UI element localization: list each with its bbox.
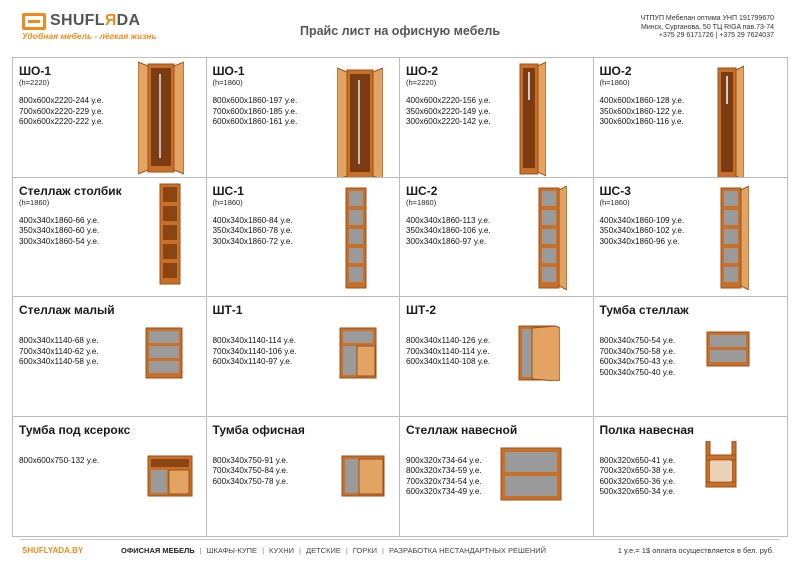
wall-shelf-icon [500, 447, 562, 506]
size-price-list [600, 216, 782, 248]
product-name: ШС-1 [212, 183, 244, 198]
page-header [0, 0, 800, 50]
size-price-line: 400х340х1860-84 у.е. [212, 215, 293, 225]
size-price-list [600, 336, 782, 378]
contact-phones: +375 29 6171726 | +375 29 7624037 [658, 32, 774, 39]
size-price-line: 350х600х2220-149 у.е. [406, 106, 491, 116]
product-card [207, 178, 401, 298]
product-card [594, 417, 788, 537]
size-price-line: 400х600х2220-156 у.е. [406, 96, 491, 105]
product-card [13, 58, 207, 178]
product-height: (h=2220) [19, 78, 50, 87]
nav-item-kitchens[interactable]: КУХНИ [269, 546, 295, 555]
brand-slogan: Удобная мебель - лёгкая жизнь [22, 31, 157, 41]
nav-separator: | [299, 546, 301, 555]
product-card [594, 58, 788, 178]
bookcase-glass-door-icon [537, 186, 567, 295]
product-name: ШС-3 [599, 183, 631, 198]
brand-name: SHUFLЯDA [50, 12, 141, 29]
size-price-line: 700х600х2220-229 у.е. [19, 106, 104, 116]
size-price-line: 700х340х1140-62 у.е. [19, 346, 99, 356]
product-name: Тумба под ксерокс [19, 422, 131, 437]
narrow-wardrobe-icon [516, 60, 546, 178]
size-price-line: 700х340х750-58 у.е. [599, 346, 676, 356]
site-link[interactable]: SHUFLYADA.BY [22, 546, 84, 555]
size-price-line: 800х600х750-132 у.е. [19, 455, 100, 465]
size-price-line: 400х340х1860-66 у.е. [19, 215, 100, 225]
wardrobe-open-icon [138, 58, 184, 178]
size-price-line: 350х340х1860-60 у.е. [19, 226, 100, 235]
product-card [400, 178, 594, 298]
product-card [13, 297, 207, 417]
product-card [400, 417, 594, 537]
wardrobe-open-icon [337, 64, 383, 178]
size-price-line: 700х320х734-54 у.е. [406, 476, 482, 486]
size-price-list [406, 96, 587, 128]
narrow-wardrobe-icon [714, 64, 744, 178]
size-price-line: 400х340х1860-109 у.е. [599, 215, 685, 225]
product-name: ШО-1 [19, 64, 52, 78]
product-name: ШТ-2 [406, 303, 437, 317]
shelf-column-icon [158, 182, 182, 291]
size-price-line: 700х340х1140-106 у.е. [212, 346, 297, 356]
size-price-line: 800х340х750-91 у.е. [212, 455, 289, 465]
size-price-line: 800х320х734-59 у.е. [406, 466, 482, 475]
low-shelf-unit-icon [706, 331, 750, 372]
size-price-line: 800х600х1860-197 у.е. [212, 96, 298, 105]
nav-item-slides[interactable]: ГОРКИ [352, 546, 378, 555]
copier-stand-icon [147, 455, 193, 502]
size-price-line: 600х320х734-49 у.е. [406, 487, 482, 496]
size-price-line: 300х340х1860-96 у.е. [599, 236, 680, 246]
contact-line: ЧТПУП Мебелан оптима УНП 191799670 [640, 15, 774, 22]
size-price-line: 800х320х650-41 у.е. [599, 455, 676, 465]
size-price-line: 800х340х750-54 у.е. [599, 336, 676, 345]
page-title: Прайс лист на офисную мебель [299, 24, 501, 38]
product-name: Тумба стеллаж [599, 303, 689, 317]
product-card [594, 178, 788, 298]
product-name: ШТ-1 [212, 303, 243, 317]
cabinet-half-door-icon [339, 327, 379, 384]
bookcase-glass-icon [344, 186, 368, 295]
size-price-list [600, 96, 782, 128]
size-price-line: 500х340х750-40 у.е. [599, 367, 676, 377]
product-card [13, 178, 207, 298]
size-price-line: 600х340х1140-108 у.е. [406, 357, 491, 366]
nav-separator: | [199, 546, 202, 555]
size-price-line: 350х340х1860-106 у.е. [406, 226, 491, 235]
footer-divider [20, 539, 780, 540]
product-card [13, 417, 207, 537]
nav-item-kids[interactable]: ДЕТСКИЕ [306, 546, 341, 555]
product-height: (h=1860) [212, 197, 243, 207]
size-price-line: 350х340х1860-78 у.е. [212, 226, 293, 235]
product-card [207, 297, 401, 417]
product-name: Стеллаж малый [19, 303, 115, 317]
low-shelf-icon [145, 327, 183, 384]
size-price-line: 700х340х750-84 у.е. [212, 466, 289, 475]
size-price-line: 700х600х1860-185 у.е. [212, 106, 298, 116]
product-height: (h=1860) [406, 197, 437, 207]
size-price-line: 600х340х1140-97 у.е. [212, 357, 293, 366]
size-price-list [600, 456, 782, 498]
contact-line: Минск, Сурганова, 50 ТЦ RIGA пав.73-74 [641, 23, 774, 31]
product-name: ШО-2 [406, 64, 439, 78]
size-price-line: 400х600х1860-128 у.е. [599, 96, 685, 105]
size-price-line: 700х320х650-38 у.е. [599, 466, 676, 475]
size-price-line: 900х320х734-64 у.е. [406, 455, 482, 465]
currency-note: 1 у.е.= 1$ оплата осуществляется в бел. руб. [617, 546, 774, 555]
product-card [400, 58, 594, 178]
page-footer [0, 539, 800, 570]
size-price-line: 800х600х2220-244 у.е. [19, 96, 104, 105]
size-price-line: 600х600х1860-161 у.е. [212, 117, 298, 126]
size-price-line: 300х600х1860-116 у.е. [599, 117, 684, 126]
product-name: Стеллаж столбик [19, 183, 122, 198]
product-name: ШО-2 [599, 64, 632, 78]
contact-info [641, 15, 774, 41]
price-grid [12, 57, 788, 537]
product-height: (h=1860) [599, 78, 630, 87]
product-card [594, 297, 788, 417]
product-height: (h=2220) [406, 78, 437, 87]
cabinet-door-icon [518, 325, 560, 386]
size-price-line: 500х320х650-34 у.е. [599, 487, 676, 496]
nav-item-custom[interactable]: РАЗРАБОТКА НЕСТАНДАРТНЫХ РЕШЕНИЙ [389, 546, 547, 555]
product-card [207, 58, 401, 178]
size-price-line: 600х340х750-43 у.е. [599, 357, 676, 366]
product-card [207, 417, 401, 537]
product-height: (h=1860) [212, 78, 243, 87]
size-price-line: 300х340х1860-54 у.е. [19, 236, 100, 246]
office-cabinet-icon [341, 455, 385, 502]
product-height: (h=1860) [19, 197, 50, 207]
size-price-line: 350х600х1860-122 у.е. [599, 106, 685, 116]
size-price-line: 300х340х1860-72 у.е. [212, 236, 293, 246]
size-price-line: 600х600х2220-222 у.е. [19, 117, 104, 126]
size-price-line: 300х340х1860-97 у.е. [406, 236, 487, 246]
product-name: ШС-2 [406, 183, 438, 198]
size-price-line: 800х340х1140-68 у.е. [19, 336, 99, 345]
product-name: Тумба офисная [212, 422, 305, 437]
footer-nav [121, 546, 546, 555]
size-price-line: 400х340х1860-113 у.е. [406, 215, 491, 225]
product-name: ШО-1 [212, 64, 245, 78]
size-price-line: 600х320х650-36 у.е. [599, 476, 676, 486]
nav-separator: | [262, 546, 265, 555]
size-price-line: 800х340х1140-114 у.е. [212, 336, 297, 345]
bookcase-glass-door-icon [719, 186, 749, 295]
nav-separator: | [345, 546, 348, 555]
size-price-line: 700х340х1140-114 у.е. [406, 346, 490, 356]
product-name: Полка навесная [599, 422, 695, 437]
product-height: (h=1860) [599, 197, 630, 207]
product-name: Стеллаж навесной [406, 422, 518, 437]
nav-item-office-furniture[interactable]: ОФИСНАЯ МЕБЕЛЬ [121, 546, 195, 555]
nav-separator: | [382, 546, 384, 555]
size-price-line: 600х340х1140-58 у.е. [19, 357, 99, 366]
size-price-line: 600х340х750-78 у.е. [212, 476, 289, 486]
hanging-shelf-icon [704, 441, 738, 494]
size-price-line: 300х600х2220-142 у.е. [406, 117, 491, 126]
size-price-line: 350х340х1860-102 у.е. [599, 226, 685, 235]
nav-item-wardrobes[interactable]: ШКАФЫ-КУПЕ [206, 546, 258, 555]
product-card [400, 297, 594, 417]
size-price-line: 800х340х1140-126 у.е. [406, 336, 491, 345]
